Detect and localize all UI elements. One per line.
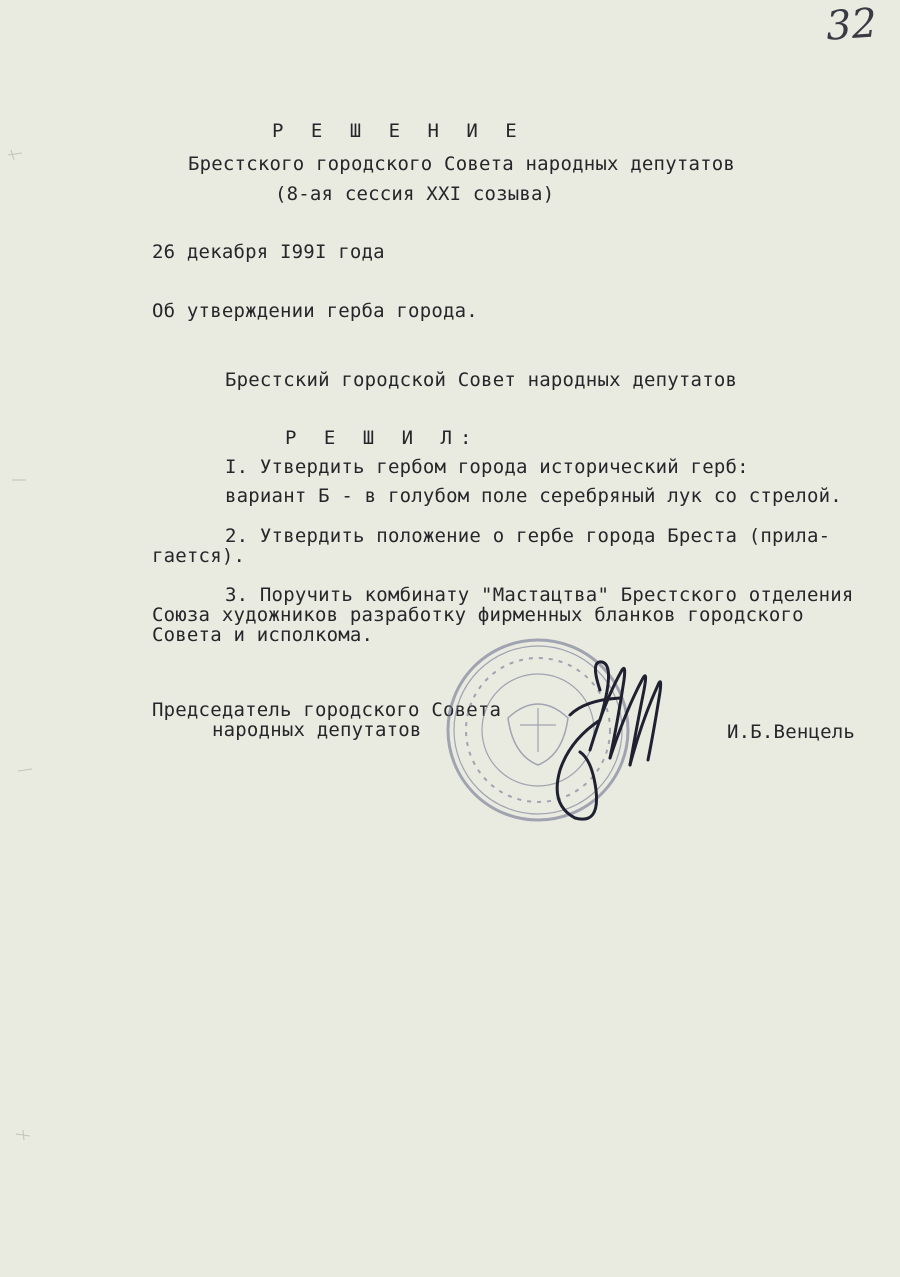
page-number: 32 xyxy=(824,0,879,50)
document-subject: Об утверждении герба города. xyxy=(152,300,478,322)
session-info: (8-ая сессия XXI созыва) xyxy=(275,183,555,205)
item-2-line-2: гается). xyxy=(152,545,246,567)
item-3-line-3: Совета и исполкома. xyxy=(152,624,374,646)
document-date: 26 декабря I99I года xyxy=(152,241,385,263)
paper-mark xyxy=(8,150,22,160)
preamble: Брестский городской Совет народных депутатов xyxy=(225,369,738,391)
resolved-heading: Р Е Ш И Л: xyxy=(285,427,480,449)
paper-mark xyxy=(12,475,26,485)
item-1-line-2: вариант Б - в голубом поле серебряный лук со стрелой. xyxy=(225,485,842,507)
item-3-line-1: 3. Поручить комбинату "Мастацтва" Брестского отделения xyxy=(225,584,854,606)
item-2-line-1: 2. Утвердить положение о гербе города Бреста (прила- xyxy=(225,525,831,547)
issuing-body: Брестского городского Совета народных депутатов xyxy=(188,153,736,175)
paper-mark xyxy=(18,765,32,775)
item-1-line-1: I. Утвердить гербом города исторический герб: xyxy=(225,456,749,478)
handwritten-signature xyxy=(530,640,680,830)
signer-title-line-1: Председатель городского Совета xyxy=(152,699,502,721)
item-3-line-2: Союза художников разработку фирменных бланков городского xyxy=(152,604,804,626)
paper-mark xyxy=(16,1130,30,1140)
document-title: Р Е Ш Е Н И Е xyxy=(272,120,525,142)
signer-title-line-2: народных депутатов xyxy=(212,719,422,741)
signer-name: И.Б.Венцель xyxy=(727,721,856,743)
